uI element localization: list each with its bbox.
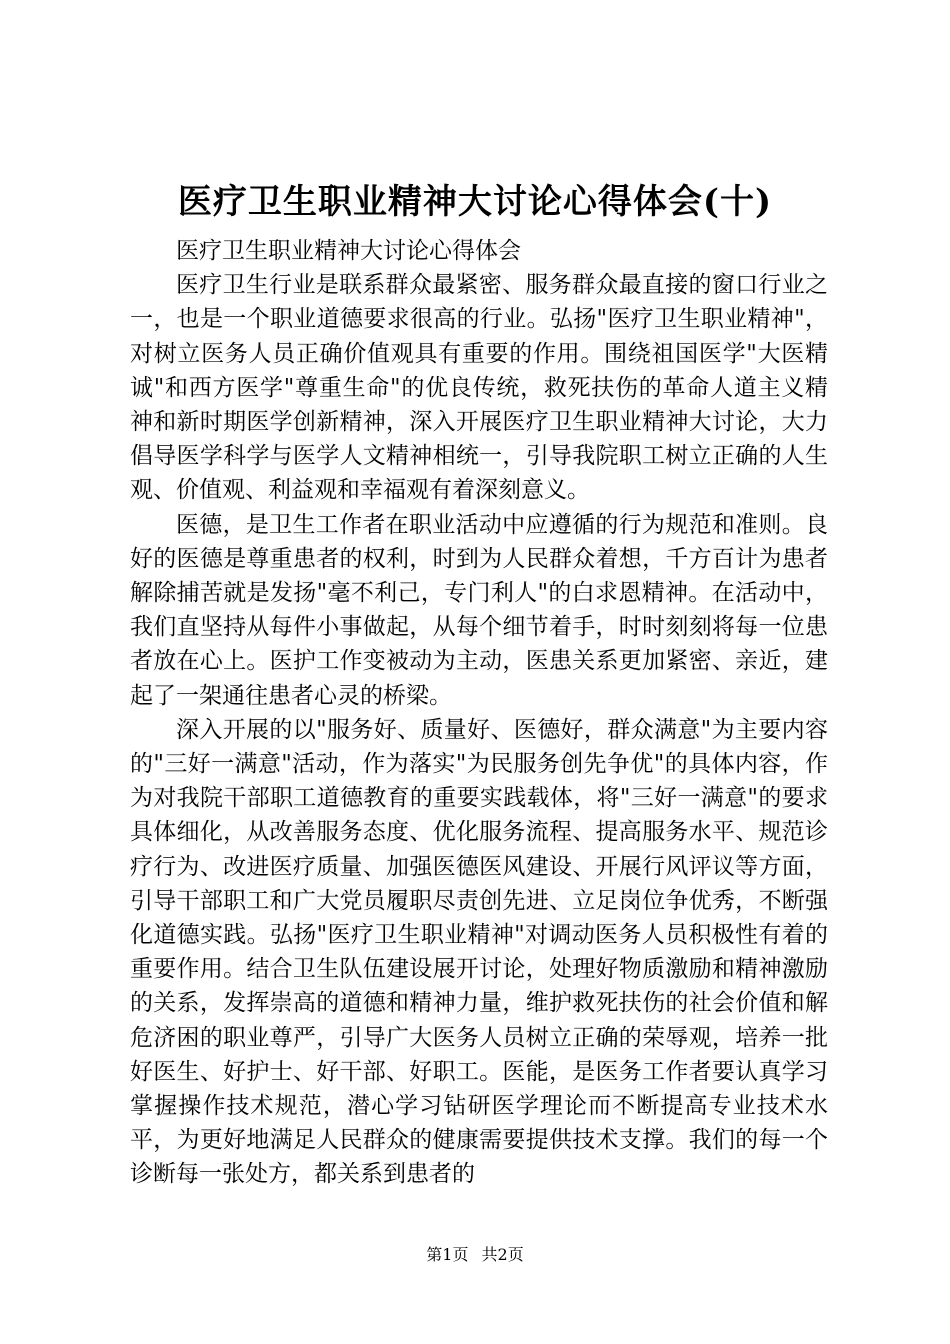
paragraph-2: 医德，是卫生工作者在职业活动中应遵循的行为规范和准则。良好的医德是尊重患者的权利，时到为人民群众着想，千方百计为患者解除捕苦就是发扬"毫不利己，专门利人"的白求恩精神。在活动中，我们直坚持从每件小事做起，从每个细节着手，时时刻刻将每一位患者放在心上。医护工作变被动为主动，医患关系更加紧密、亲近，建起了一架通往患者心灵的桥梁。 [130,511,828,709]
document-body [130,234,828,1192]
document-title: 医疗卫生职业精神大讨论心得体会(十) [177,182,773,222]
paragraph-3: 深入开展的以"服务好、质量好、医德好，群众满意"为主要内容的"三好一满意"活动，作为落实"为民服务创先争优"的具体内容，作为对我院干部职工道德教育的重要实践载体，将"三好一满意"的要求具体细化，从改善服务态度、优化服务流程、提高服务水平、规范诊疗行为、改进医疗质量、加强医德医风建设、开展行风评议等方面，引导干部职工和广大党员履职尽责创先进、立足岗位争优秀，不断强化道德实践。弘扬"医疗卫生职业精神"对调动医务人员积极性有着的重要作用。结合卫生队伍建设展开讨论，处理好物质激励和精神激励的关系，发挥崇高的道德和精神力量，维护救死扶伤的社会价值和解危济困的职业尊严，引导广大医务人员树立正确的荣辱观，培养一批好医生、好护士、好干部、好职工。医能，是医务工作者要认真学习掌握操作技术规范，潜心学习钻研医学理论而不断提高专业技术水平，为更好地满足人民群众的健康需要提供技术支撑。我们的每一个诊断每一张处方，都关系到患者的 [130,716,828,1188]
page-number: 第1页 [426,1245,469,1264]
document-subtitle: 医疗卫生职业精神大讨论心得体会 [176,238,521,264]
page-footer [0,1242,950,1265]
paragraph-1: 医疗卫生行业是联系群众最紧密、服务群众最直接的窗口行业之一，也是一个职业道德要求很高的行业。弘扬"医疗卫生职业精神"，对树立医务人员正确价值观具有重要的作用。围绕祖国医学"大医精诚"和西方医学"尊重生命"的优良传统，救死扶伤的革命人道主义精神和新时期医学创新精神，深入开展医疗卫生职业精神大讨论，大力倡导医学科学与医学人文精神相统一，引导我院职工树立正确的人生观、价值观、利益观和幸福观有着深刻意义。 [130,272,828,504]
page-total: 共2页 [481,1245,524,1264]
